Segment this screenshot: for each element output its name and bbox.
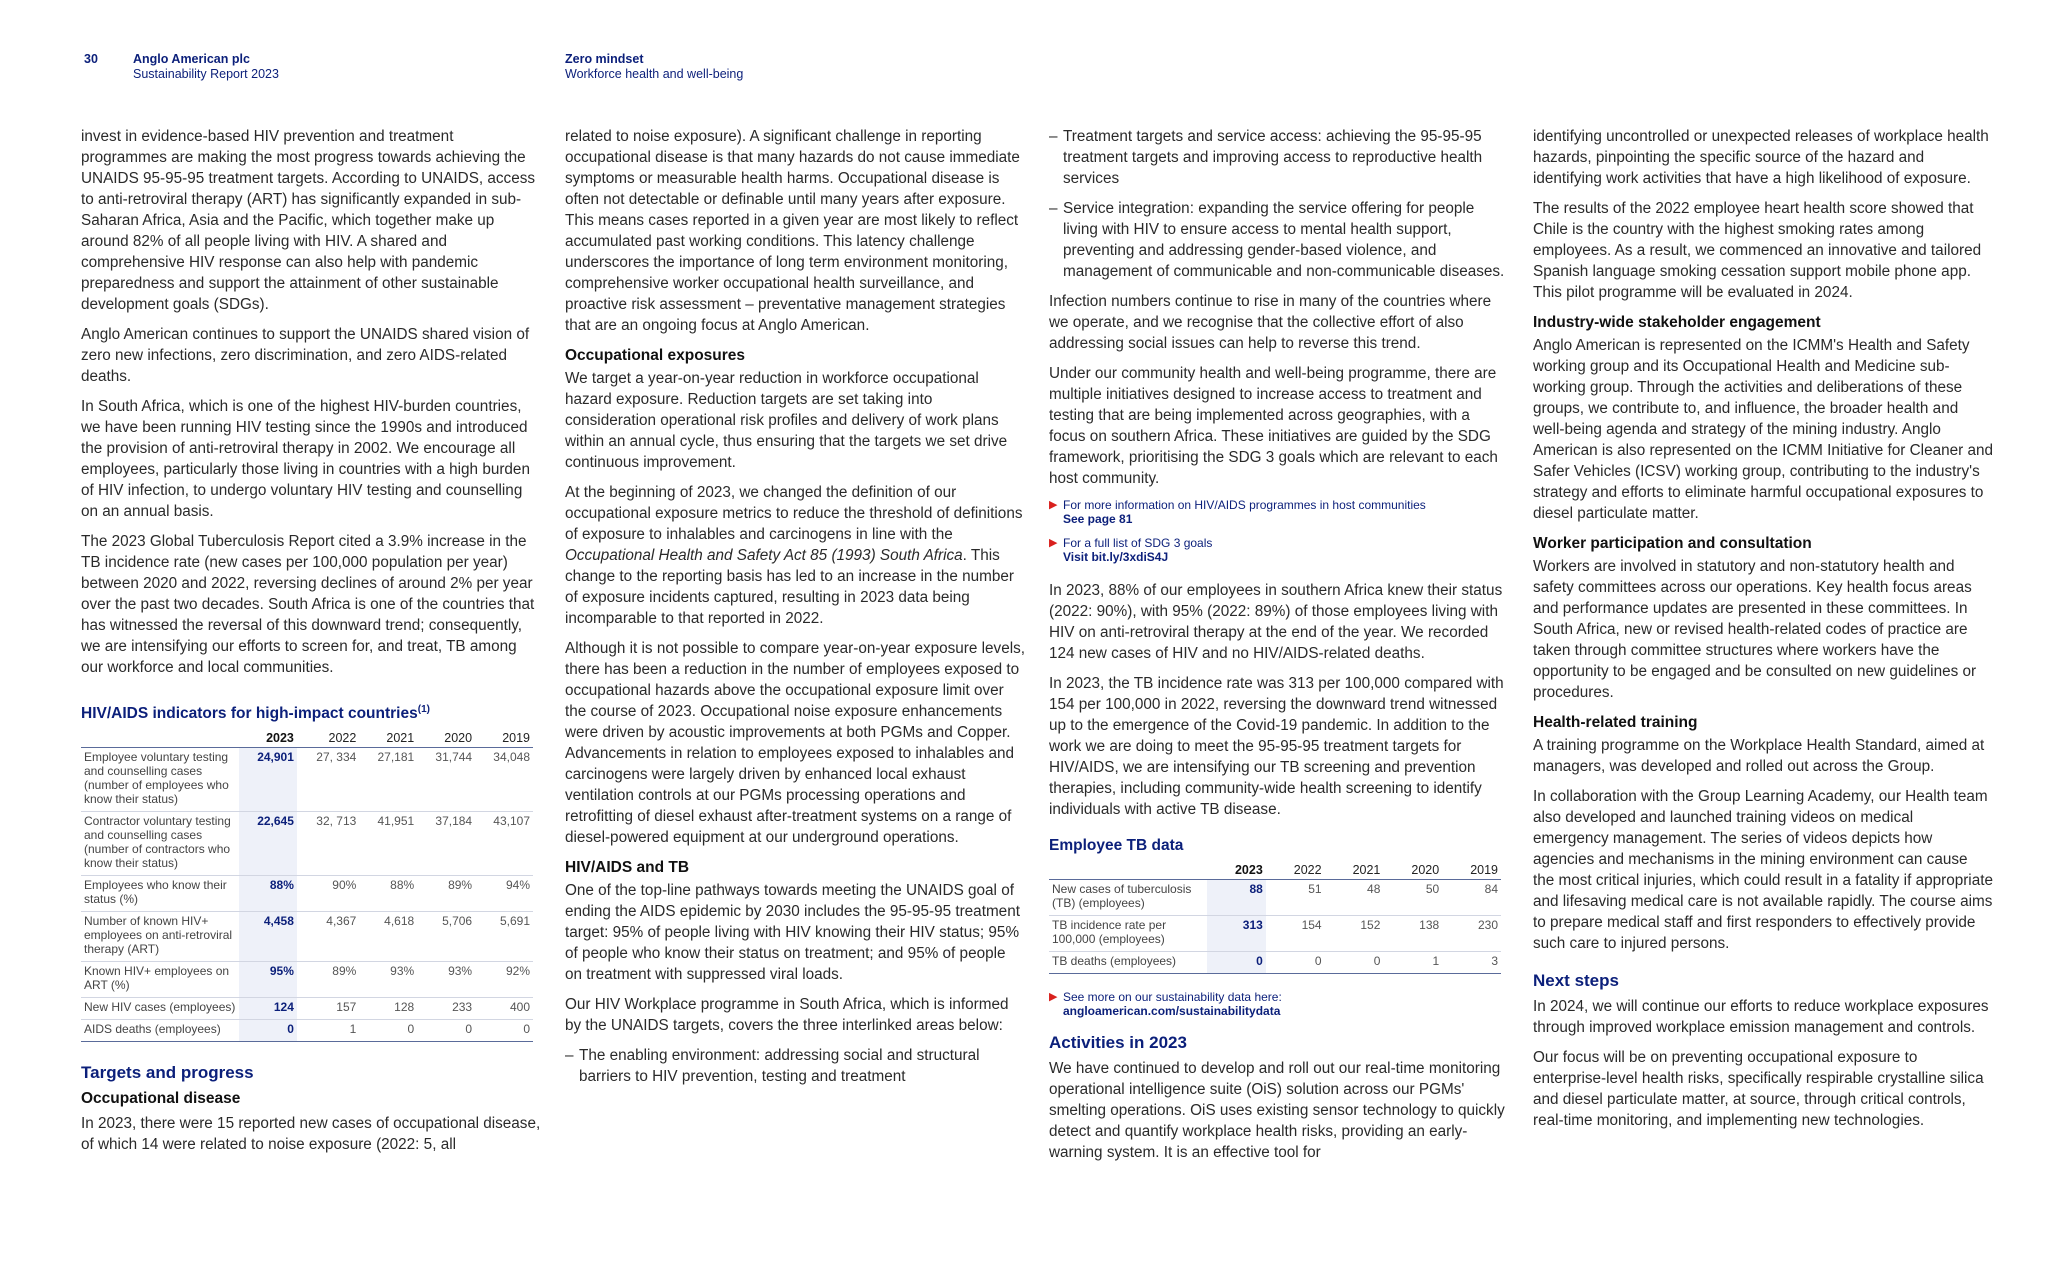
arrow-right-icon: ▶ <box>1049 991 1058 1003</box>
table-header-year: 2019 <box>1442 862 1501 880</box>
cell: 50 <box>1383 880 1442 916</box>
row-label: Employees who know their status (%) <box>81 876 239 912</box>
table-header-blank <box>81 730 239 748</box>
tb-data-table <box>1049 862 1501 974</box>
table-header-year: 2021 <box>359 730 417 748</box>
cell-2023: 88 <box>1207 880 1266 916</box>
table-row <box>81 998 533 1020</box>
column-3 <box>1049 126 1509 1172</box>
arrow-right-icon: ▶ <box>1049 537 1058 549</box>
arrow-right-icon: ▶ <box>1049 499 1058 511</box>
paragraph: In South Africa, which is one of the highest HIV-burden countries, we have been running HIV testing since the 1990s and introduced the provision of anti-retroviral therapy in 2002. We encourage all employees, particularly those living in countries with a high burden of HIV infection, to undergo voluntary HIV testing and counselling on an annual basis. <box>81 398 530 520</box>
company-name: Anglo American plc <box>133 52 250 66</box>
column-1 <box>81 126 541 1164</box>
cell-2023: 0 <box>239 1020 297 1042</box>
paragraph: In 2023, there were 15 reported new cases of occupational disease, of which 14 were related to noise exposure (2022: 5, all <box>81 1115 541 1154</box>
paragraph: In 2023, 88% of our employees in southern Africa knew their status (2022: 90%), with 95% (2022: 89%) of those employees living with HIV on anti-retroviral therapy at the end of the year. We recorded 124 new cases of HIV and no HIV/AIDS-related deaths. <box>1049 582 1503 662</box>
cell: 32, 713 <box>297 812 359 876</box>
reference-link-sustainability-data[interactable] <box>1049 990 1509 1018</box>
cell-2023: 88% <box>239 876 297 912</box>
training-heading: Health-related training <box>1533 714 1698 731</box>
table-row <box>81 812 533 876</box>
table-header-year: 2020 <box>1383 862 1442 880</box>
hiv-indicators-table <box>81 730 533 1042</box>
table-header-row <box>81 730 533 748</box>
paragraph: identifying uncontrolled or unexpected releases of workplace health hazards, pinpointing the specific source of the hazard and identifying work activities that have a high likelihood of exposure. <box>1533 128 1989 187</box>
reference-text: For more information on HIV/AIDS programmes in host communities <box>1063 498 1426 512</box>
tb-table-title: Employee TB data <box>1049 837 1184 854</box>
table-header-year: 2021 <box>1325 862 1384 880</box>
hiv-table-title <box>81 700 541 724</box>
cell: 27,181 <box>359 748 417 812</box>
cell: 37,184 <box>417 812 475 876</box>
cell: 84 <box>1442 880 1501 916</box>
reference-link-sdg[interactable] <box>1049 536 1509 564</box>
cell: 233 <box>417 998 475 1020</box>
section-name: Zero mindset <box>565 52 644 66</box>
paragraph: Under our community health and well-being programme, there are multiple initiatives designed to increase access to treatment and testing that are being implemented across geographies, with a focus on southern Africa. These initiatives are guided by the SDG framework, prioritising the SDG 3 goals which are relevant to each host community. <box>1049 365 1498 487</box>
reference-text: See more on our sustainability data here: <box>1063 990 1282 1004</box>
cell: 89% <box>297 962 359 998</box>
cell: 0 <box>1266 952 1325 974</box>
cell: 94% <box>475 876 533 912</box>
hiv-table-footnote-mark: (1) <box>417 704 430 715</box>
table-row <box>81 876 533 912</box>
act-title: Occupational Health and Safety Act 85 (1993) South Africa <box>565 547 963 564</box>
paragraph: The results of the 2022 employee heart health score showed that Chile is the country with the highest smoking rates among employees. As a result, we commenced an innovative and tailored Spanish language smoking cessation support mobile phone app. This pilot programme will be evaluated in 2024. <box>1533 200 1982 301</box>
worker-participation-heading: Worker participation and consultation <box>1533 535 1812 552</box>
cell: 128 <box>359 998 417 1020</box>
occupational-exposures-heading: Occupational exposures <box>565 347 746 364</box>
table-header-year: 2022 <box>297 730 359 748</box>
table-header-row <box>1049 862 1501 880</box>
cell-2023: 4,458 <box>239 912 297 962</box>
cell: 1 <box>1383 952 1442 974</box>
reference-link[interactable]: Visit bit.ly/3xdiS4J <box>1063 550 1169 564</box>
paragraph-part: . This change to the reporting basis has led to an increase in the number of exposure incidents captured, resulting in 2023 data being incomparable to that reported in 2022. <box>565 547 1014 627</box>
table-row <box>81 1020 533 1042</box>
cell: 31,744 <box>417 748 475 812</box>
paragraph: Our HIV Workplace programme in South Africa, which is informed by the UNAIDS targets, covers the three interlinked areas below: <box>565 996 1009 1034</box>
table-header-year: 2019 <box>475 730 533 748</box>
row-label: TB incidence rate per 100,000 (employees) <box>1049 916 1207 952</box>
cell: 89% <box>417 876 475 912</box>
cell: 154 <box>1266 916 1325 952</box>
cell: 93% <box>417 962 475 998</box>
cell: 400 <box>475 998 533 1020</box>
cell: 230 <box>1442 916 1501 952</box>
paragraph: The 2023 Global Tuberculosis Report cited a 3.9% increase in the TB incidence rate (new cases per 100,000 population per year) between 2020 and 2022, reversing declines of around 2% per year over the past two decades. South Africa is one of the countries that has witnessed the reversal of this downward trend; consequently, we are intensifying our efforts to screen for, and treat, TB among our workforce and local communities. <box>81 533 535 676</box>
paragraph <box>565 482 1025 629</box>
paragraph: In 2024, we will continue our efforts to reduce workplace exposures through improved workplace emission management and controls. <box>1533 998 1989 1036</box>
cell: 0 <box>359 1020 417 1042</box>
cell: 43,107 <box>475 812 533 876</box>
table-header-blank <box>1049 862 1207 880</box>
report-name: Sustainability Report 2023 <box>133 67 279 81</box>
bullet-item: – The enabling environment: addressing social and structural barriers to HIV prevention, testing and treatment <box>565 1045 1025 1087</box>
paragraph: We have continued to develop and roll out our real-time monitoring operational intelligence suite (OiS) solution across our PGMs' smelting operations. OiS uses existing sensor technology to quickly detect and quantify workplace health risks, providing an early-warning system. It is an effective tool for <box>1049 1060 1505 1161</box>
paragraph: Anglo American continues to support the UNAIDS shared vision of zero new infections, zero discrimination, and zero AIDS-related deaths. <box>81 326 530 385</box>
cell: 4,367 <box>297 912 359 962</box>
row-label: Employee voluntary testing and counselling cases (number of employees who know their status) <box>81 748 239 812</box>
reference-link[interactable]: angloamerican.com/sustainabilitydata <box>1063 1004 1281 1018</box>
cell: 90% <box>297 876 359 912</box>
cell: 0 <box>1325 952 1384 974</box>
occupational-disease-heading: Occupational disease <box>81 1090 241 1108</box>
row-label: New HIV cases (employees) <box>81 998 239 1020</box>
paragraph: Workers are involved in statutory and non-statutory health and safety committees across our operations. Key health focus areas and performance updates are presented in these committees. In South Africa, new or revised health-related codes of practice are taken through committee structures where workers have the opportunity to be engaged and be consulted on new guidelines or procedures. <box>1533 558 1977 701</box>
paragraph: invest in evidence-based HIV prevention and treatment programmes are making the most progress towards achieving the UNAIDS 95-95-95 treatment targets. According to UNAIDS, access to anti-retroviral therapy (ART) has significantly expanded in sub-Saharan Africa, Asia and the Pacific, which together make up around 82% of all people living with HIV. A shared and comprehensive HIV response can also help with pandemic preparedness and support the attainment of other sustainable development goals (SDGs). <box>81 128 535 313</box>
row-label: AIDS deaths (employees) <box>81 1020 239 1042</box>
row-label: Number of known HIV+ employees on anti-retroviral therapy (ART) <box>81 912 239 962</box>
cell: 48 <box>1325 880 1384 916</box>
paragraph-part: At the beginning of 2023, we changed the definition of our occupational exposure metrics to reduce the threshold of definitions of exposure to inhalables and carcinogens in line with the <box>565 484 1023 543</box>
cell: 41,951 <box>359 812 417 876</box>
table-row <box>81 912 533 962</box>
bullet-item: – Service integration: expanding the service offering for people living with HIV to ensure access to mental health support, preventing and addressing gender-based violence, and management of communicable and non-communicable diseases. <box>1049 198 1509 282</box>
cell-2023: 24,901 <box>239 748 297 812</box>
bullet-item: – Treatment targets and service access: achieving the 95-95-95 treatment targets and improving access to reproductive health services <box>1049 126 1509 189</box>
cell: 5,706 <box>417 912 475 962</box>
row-label: TB deaths (employees) <box>1049 952 1207 974</box>
hiv-tb-heading: HIV/AIDS and TB <box>565 859 690 876</box>
paragraph: In 2023, the TB incidence rate was 313 per 100,000 compared with 154 per 100,000 in 2022, reversing the downward trend witnessed up to the emergence of the Covid-19 pandemic. In addition to the work we are doing to meet the 95-95-95 treatment targets for HIV/AIDS, we are intensifying our TB screening and prevention therapies, including community-wide health screening to identify individuals with active TB disease. <box>1049 675 1504 818</box>
reference-link[interactable]: See page 81 <box>1063 512 1133 526</box>
report-header <box>133 52 279 82</box>
cell: 157 <box>297 998 359 1020</box>
paragraph: In collaboration with the Group Learning Academy, our Health team also developed and launched training videos on medical emergency management. The series of videos depicts how agencies and mechanisms in the mining environment can cause the most critical injuries, which could result in a fatality if appropriate and lifesaving medical care is not available rapidly. The course aims to prepare medical staff and first responders to effectively provide such care to injured persons. <box>1533 788 1993 952</box>
paragraph: One of the top-line pathways towards meeting the UNAIDS goal of ending the AIDS epidemic by 2030 includes the 95-95-95 treatment target: 95% of people living with HIV knowing their HIV status; 95% of people who know their status on treatment; and 95% of people on treatment with suppressed viral loads. <box>565 882 1020 983</box>
paragraph: A training programme on the Workplace Health Standard, aimed at managers, was developed and rolled out across the Group. <box>1533 737 1985 775</box>
reference-text: For a full list of SDG 3 goals <box>1063 536 1213 550</box>
paragraph: Anglo American is represented on the ICMM's Health and Safety working group and its Occupational Health and Medicine sub-working group. Through the activities and deliberations of these groups, we contribute to, and influence, the broader health and well-being agenda and strategy of the mining industry. Anglo American is also represented on the ICMM Initiative for Cleaner and Safer Vehicles (ICSV) working group, contributing to the industry's strategy and efforts to eliminate harmful occupational exposures to diesel particulate matter. <box>1533 337 1993 522</box>
cell: 27, 334 <box>297 748 359 812</box>
next-steps-heading: Next steps <box>1533 971 1619 990</box>
cell: 138 <box>1383 916 1442 952</box>
paragraph: Our focus will be on preventing occupational exposure to enterprise-level health risks, specifically respirable crystalline silica and diesel particulate matter, at source, through critical controls, real-time monitoring, and implementing new technologies. <box>1533 1049 1984 1129</box>
cell: 93% <box>359 962 417 998</box>
cell: 1 <box>297 1020 359 1042</box>
activities-heading: Activities in 2023 <box>1049 1033 1187 1052</box>
cell-2023: 124 <box>239 998 297 1020</box>
cell: 152 <box>1325 916 1384 952</box>
table-header-year: 2023 <box>239 730 297 748</box>
paragraph: Although it is not possible to compare year-on-year exposure levels, there has been a reduction in the number of employees exposed to occupational hazards above the occupational exposure limit over the course of 2023. Occupational noise exposure enhancements were driven by acoustic improvements at both PGMs and Copper. Advancements in relation to employees exposed to inhalables and carcinogens were largely driven by enhanced local exhaust ventilation controls at our PGMs processing operations and retrofitting of diesel exhaust after-treatment systems on a range of diesel-powered equipment at our underground operations. <box>565 640 1025 846</box>
cell-2023: 95% <box>239 962 297 998</box>
industry-engagement-heading: Industry-wide stakeholder engagement <box>1533 314 1821 331</box>
hiv-table-title-text: HIV/AIDS indicators for high-impact countries <box>81 705 418 723</box>
reference-link-hiv[interactable] <box>1049 498 1509 526</box>
row-label: Contractor voluntary testing and counselling cases (number of contractors who know their status) <box>81 812 239 876</box>
paragraph: We target a year-on-year reduction in workforce occupational hazard exposure. Reduction targets are set taking into consideration operational risk profiles and delivery of work plans within an annual cycle, thus ensuring that the targets we set drive continuous improvement. <box>565 370 1008 471</box>
column-4 <box>1533 126 1993 1140</box>
subsection-name: Workforce health and well-being <box>565 67 744 81</box>
table-row <box>1049 880 1501 916</box>
section-header <box>565 52 743 82</box>
row-label: Known HIV+ employees on ART (%) <box>81 962 239 998</box>
cell: 3 <box>1442 952 1501 974</box>
table-row <box>81 962 533 998</box>
cell: 0 <box>475 1020 533 1042</box>
cell-2023: 313 <box>1207 916 1266 952</box>
table-header-year: 2022 <box>1266 862 1325 880</box>
cell: 88% <box>359 876 417 912</box>
targets-heading: Targets and progress <box>81 1063 254 1083</box>
cell: 4,618 <box>359 912 417 962</box>
page-number: 30 <box>84 52 98 66</box>
table-header-year: 2023 <box>1207 862 1266 880</box>
row-label: New cases of tuberculosis (TB) (employees) <box>1049 880 1207 916</box>
cell: 0 <box>417 1020 475 1042</box>
cell-2023: 22,645 <box>239 812 297 876</box>
table-row <box>81 748 533 812</box>
paragraph: related to noise exposure). A significant challenge in reporting occupational disease is that many hazards do not cause immediate symptoms or measurable health harms. Occupational disease is often not detectable or definable until many years after exposure. This means cases reported in a given year are most likely to reflect accumulated past working conditions. This latency challenge underscores the importance of long term environment monitoring, comprehensive worker occupational health surveillance, and proactive risk assessment – preventative management strategies that are an ongoing focus at Anglo American. <box>565 128 1020 334</box>
cell: 51 <box>1266 880 1325 916</box>
paragraph: Infection numbers continue to rise in many of the countries where we operate, and we recognise that the collective effort of also addressing social issues can help to reverse this trend. <box>1049 293 1492 352</box>
table-row <box>1049 952 1501 974</box>
cell: 34,048 <box>475 748 533 812</box>
cell-2023: 0 <box>1207 952 1266 974</box>
column-2 <box>565 126 1025 1096</box>
table-header-year: 2020 <box>417 730 475 748</box>
cell: 92% <box>475 962 533 998</box>
cell: 5,691 <box>475 912 533 962</box>
table-row <box>1049 916 1501 952</box>
